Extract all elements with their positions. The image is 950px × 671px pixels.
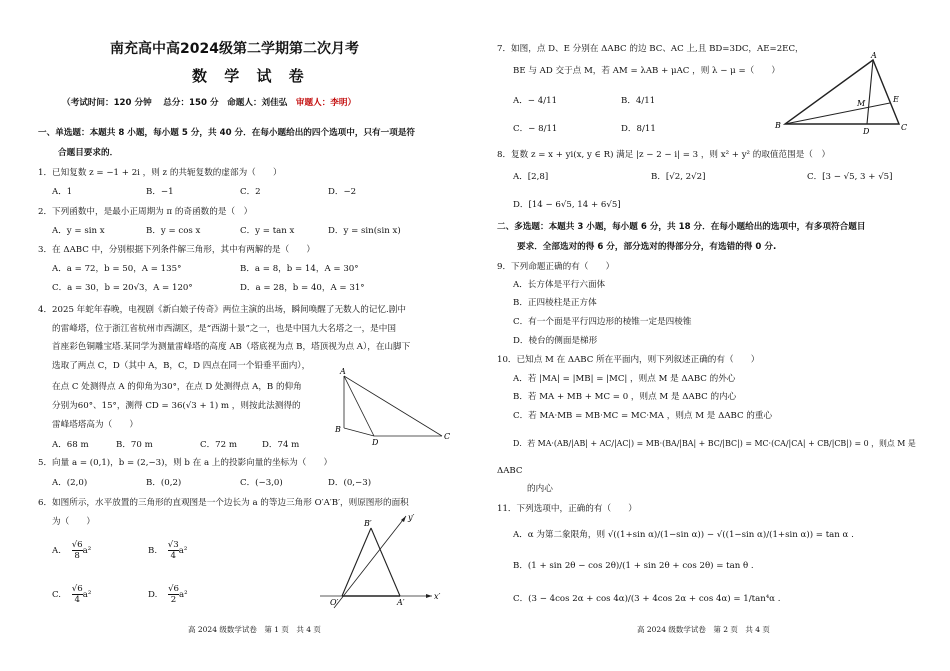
fig-label-m: M — [857, 99, 866, 108]
fig-label-b: B — [335, 425, 341, 434]
q10-option-d: D．若 MA·(AB/|AB| + AC/|AC|) = MB·(BA/|BA| + BC/|BC|) = MC·(CA/|CA| + CB/|CB|) = 0 ，则点 M 是 — [513, 439, 916, 448]
q6-line1: 6．如图所示，水平放置的三角形的直观图是一个边长为 a 的等边三角形 O′A′B′，则原图形的面积 — [38, 498, 409, 508]
q7-option-c: C．− 8/11 — [513, 124, 558, 134]
fig-label-b: B — [775, 121, 781, 130]
q2-stem: 2．下列函数中，是最小正周期为 π 的奇函数的是（ ） — [38, 207, 253, 217]
q4-line6: 分别为60°、15°，测得 CD = 36(√3 + 1) m ，则按此法测得的 — [52, 401, 301, 411]
q6-option-a-num: √6 — [71, 540, 83, 550]
fig-label-c: C — [901, 123, 908, 132]
q1-option-b: B．−1 — [146, 187, 174, 197]
q1-option-c: C．2 — [240, 187, 261, 197]
q6-option-a-label: A. — [52, 546, 61, 556]
q7-line1: 7．如图，点 D、E 分别在 ΔABC 的边 BC、AC 上,且 BD=3DC，AE=2EC， — [497, 44, 804, 54]
section1-heading: 一、单选题：本题共 8 小题，每小题 5 分，共 40 分．在每小题给出的四个选项中，只有一项是符 — [38, 128, 416, 138]
q4-line1: 4．2025 年蛇年春晚，电视剧《新白娘子传奇》两位主演的出场，瞬间唤醒了无数人的记忆.剧中 — [38, 305, 406, 315]
q6-option-d-tail: a² — [179, 590, 188, 600]
q4-option-c: C．72 m — [200, 440, 237, 450]
q6-option-b-tail: a² — [178, 546, 188, 556]
q6-option-a-den: 8 — [74, 551, 80, 561]
q6-option-b-fraction — [168, 540, 179, 561]
q5-option-b: B．(0,2) — [146, 478, 182, 488]
q7-option-b: B．4/11 — [621, 96, 656, 106]
q6-option-b-label: B. — [148, 546, 158, 556]
oblique-triangle-figure — [320, 512, 450, 608]
q6-option-d-label: D. — [148, 590, 158, 600]
triangle-abc-figure — [775, 48, 915, 136]
fig-label-a: A — [871, 51, 877, 60]
q6-line2: 为（ ） — [52, 517, 95, 527]
fig-label-b-prime: B′ — [364, 519, 372, 528]
q3-option-c: C．a = 30，b = 20√3，A = 120° — [52, 283, 193, 293]
q2-option-c: C．y = tan x — [240, 226, 295, 236]
footer-page-1: 高 2024 级数学试卷 第 1 页 共 4 页 — [188, 625, 321, 634]
segment-be — [785, 103, 890, 124]
q9-stem: 9．下列命题正确的有（ ） — [497, 262, 615, 272]
q6-option-b-num: √3 — [167, 540, 179, 550]
q8-option-c: C．[3 − √5, 3 + √5] — [807, 172, 893, 182]
q6-option-b — [148, 540, 187, 561]
q7-line2: BE 与 AD 交于点 M，若 AM = λAB + μAC ，则 λ − μ =（ ） — [513, 66, 781, 76]
q3-stem: 3．在 ΔABC 中，分别根据下列条件解三角形，其中有两解的是（ ） — [38, 245, 316, 255]
q8-option-a: A．[2,8] — [513, 172, 549, 182]
q9-option-c: C．有一个面是平行四边形的棱锥一定是四棱锥 — [513, 317, 692, 327]
q6-option-d-num: √6 — [168, 584, 180, 594]
fig-label-o-prime: O′ — [330, 598, 339, 607]
fig-label-a-prime: A′ — [397, 598, 405, 607]
sight-line-bd — [344, 428, 374, 436]
q6-option-c-den: 4 — [74, 595, 80, 605]
q9-option-d: D．棱台的侧面是梯形 — [513, 336, 598, 346]
triangle-abc — [785, 60, 899, 124]
q2-option-b: B．y = cos x — [146, 226, 201, 236]
q4-line3: 首座彩色铜雕宝塔.某同学为测量雷峰塔的高度 AB（塔底视为点 B，塔顶视为点 A），在山脚下 — [52, 342, 411, 352]
q8-option-d: D．[14 − 6√5, 14 + 6√5] — [513, 200, 621, 210]
q10-option-b: B．若 MA + MB + MC = 0 ，则点 M 是 ΔABC 的内心 — [513, 392, 737, 402]
q10-option-d-cont2: 的内心 — [527, 484, 553, 494]
q6-option-c — [52, 584, 91, 605]
q6-option-a — [52, 540, 91, 561]
fig-label-c: C — [444, 432, 451, 441]
q6-option-a-tail: a² — [82, 546, 92, 556]
q4-option-d: D．74 m — [262, 440, 300, 450]
q4-line5: 在点 C 处测得点 A 的仰角为30°，在点 D 处测得点 A，B 的仰角 — [52, 382, 302, 392]
q2-option-a: A．y = sin x — [52, 226, 105, 236]
q10-stem: 10．已知点 M 在 ΔABC 所在平面内，则下列叙述正确的有（ ） — [497, 355, 760, 365]
q7-option-d: D．8/11 — [621, 124, 656, 134]
q6-option-c-label: C. — [52, 590, 62, 600]
exam-info — [62, 98, 356, 109]
q4-line4: 选取了两点 C，D（其中 A，B，C，D 四点在同一个铅垂平面内）， — [52, 361, 311, 371]
q5-option-c: C．(−3,0) — [240, 478, 283, 488]
q6-option-d — [148, 584, 188, 605]
footer-page-2: 高 2024 级数学试卷 第 2 页 共 4 页 — [637, 625, 770, 634]
q6-option-a-fraction — [72, 540, 83, 561]
reviewer: 审题人：李明） — [295, 98, 357, 108]
q9-option-b: B．正四棱柱是正方体 — [513, 298, 597, 308]
section2-heading-cont: 要求．全部选对的得 6 分，部分选对的得部分分，有选错的得 0 分. — [517, 242, 777, 252]
q5-option-d: D．(0,−3) — [328, 478, 372, 488]
q11-stem: 11．下列选项中，正确的有（ ） — [497, 504, 637, 514]
q9-option-a: A．长方体是平行六面体 — [513, 280, 606, 290]
q6-option-c-fraction — [72, 584, 83, 605]
q10-option-c: C．若 MA·MB = MB·MC = MC·MA ，则点 M 是 ΔABC 的重心 — [513, 411, 773, 421]
fig-label-x-prime: x′ — [434, 592, 441, 601]
q5-stem: 5．向量 a = (0,1)，b = (2,−3)，则 b 在 a 上的投影向量的坐标为（ ） — [38, 458, 333, 468]
q2-option-d: D．y = sin(sin x) — [328, 226, 401, 236]
q8-stem: 8．复数 z = x + yi(x, y ∈ R) 满足 |z − 2 − i| = 3 ，则 x² + y² 的取值范围是（ ） — [497, 150, 831, 160]
q4-line2: 的雷峰塔，位于浙江省杭州市西湖区，是“西湖十景”之一，也是中国九大名塔之一，是中国 — [52, 324, 396, 334]
segment-b-a — [371, 528, 400, 596]
segment-o-b — [342, 528, 371, 596]
q3-option-b: B．a = 8，b = 14，A = 30° — [240, 264, 359, 274]
q6-option-c-tail: a² — [82, 590, 92, 600]
tower-figure — [330, 366, 460, 446]
fig-label-e: E — [893, 95, 899, 104]
q10-option-d-cont1: ΔABC — [497, 466, 523, 476]
section2-heading: 二、多选题：本题共 3 小题，每小题 6 分，共 18 分．在每小题给出的选项中，有多项符合题目 — [497, 222, 866, 232]
q7-option-a: A．− 4/11 — [513, 96, 558, 106]
section1-heading-cont: 合题目要求的． — [58, 148, 119, 158]
fig-label-a: A — [340, 367, 346, 376]
q11-option-b: B．(1 + sin 2θ − cos 2θ)/(1 + sin 2θ + cos 2θ) = tan θ . — [513, 561, 754, 571]
x-axis-arrow — [426, 594, 432, 598]
fig-label-d: D — [863, 127, 870, 136]
fig-label-y-prime: y′ — [408, 513, 415, 522]
q8-option-b: B．[√2, 2√2] — [651, 172, 706, 182]
q3-option-d: D．a = 28，b = 40，A = 31° — [240, 283, 365, 293]
school-title: 南充高中高2024级第二学期第二次月考 — [110, 41, 359, 57]
q1-stem: 1．已知复数 z = −1 + 2i ，则 z 的共轭复数的虚部为（ ） — [38, 168, 282, 178]
q4-line7: 雷峰塔塔高为（ ） — [52, 420, 138, 430]
q4-option-a: A．68 m — [52, 440, 89, 450]
subject-title: 数 学 试 卷 — [192, 67, 310, 85]
fig-label-d: D — [372, 438, 379, 447]
q10-option-a: A．若 |MA| = |MB| = |MC| ，则点 M 是 ΔABC 的外心 — [513, 374, 736, 384]
q4-option-b: B．70 m — [116, 440, 153, 450]
q5-option-a: A．(2,0) — [52, 478, 88, 488]
q1-option-d: D．−2 — [328, 187, 357, 197]
exam-page-2 — [475, 0, 950, 671]
q11-option-c: C．(3 − 4cos 2α + cos 4α)/(3 + 4cos 2α + cos 4α) = 1/tan⁴α . — [513, 594, 781, 604]
q3-option-a: A．a = 72，b = 50，A = 135° — [52, 264, 182, 274]
q6-option-b-den: 4 — [170, 551, 176, 561]
segment-ad — [867, 60, 873, 124]
q6-option-d-den: 2 — [170, 595, 177, 605]
q6-option-c-num: √6 — [71, 584, 83, 594]
q6-option-d-fraction — [168, 584, 179, 605]
exam-info-text: （考试时间：120 分钟 总分：150 分 命题人：刘佳弘 — [62, 98, 296, 108]
q11-option-a: A．α 为第二象限角，则 √((1+sin α)/(1−sin α)) − √((1−sin α)/(1+sin α)) = tan α . — [513, 530, 854, 540]
q1-option-a: A．1 — [52, 187, 73, 197]
